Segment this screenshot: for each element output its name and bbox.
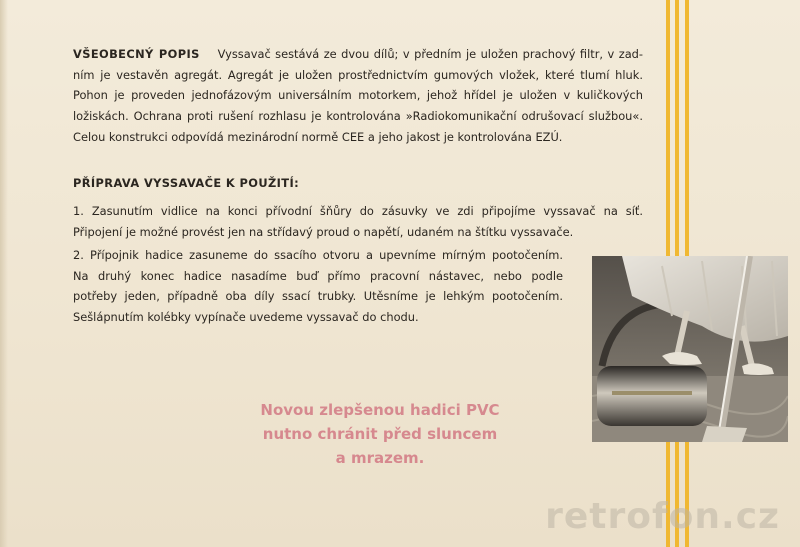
description-line: ložiskách. Ochrana proti rušení rozhlasu je kontrolována »Radiokomunikační odrušovací službou«. [73, 109, 643, 124]
general-description [73, 44, 643, 148]
site-watermark: retrofon.cz [545, 496, 780, 537]
description-line: Celou konstrukci odpovídá mezinárodní normě CEE a jeho jakost je kontrolována EZÚ. [73, 129, 563, 144]
stamp-line: a mrazem. [335, 449, 425, 467]
instruction-line: Připojení je možné provést jen na střídavý proud o napětí, udaném na štítku vyssavače. [73, 224, 574, 239]
description-line: Pohon je proveden jednofázovým universálním motorkem, jehož hřídel je uložen v kuličkových [73, 88, 643, 103]
instruction-step-2 [73, 245, 563, 328]
instruction-line: potřeby jeden, případně oba díly ssací trubky. Utěsníme je lehkým pootočením. [73, 289, 563, 304]
page-fold-shadow [0, 0, 8, 547]
description-line-text: Vyssavač sestává ze dvou dílů; v předním je uložen prachový filtr, v zad- [217, 47, 644, 61]
instruction-line: 1. Zasunutím vidlice na konci přívodní šňůry do zásuvky ve zdi připojíme vyssavač na síť. [73, 204, 643, 218]
section-heading-general: VŠEOBECNÝ POPIS [73, 47, 200, 61]
instruction-step-1 [73, 201, 643, 242]
instruction-line: Sešlápnutím kolébky vypínače uvedeme vyssavač do chodu. [73, 310, 419, 325]
description-line: ním je vestavěn agregát. Agregát je uložen prostřednictvím gumových vložek, které tlumí hluk. [73, 67, 643, 82]
pvc-hose-stamp [215, 398, 545, 470]
stamp-line: nutno chránit před sluncem [262, 425, 498, 443]
instruction-line: 2. Přípojnik hadice zasuneme do ssacího otvoru a upevníme mírným pootočením. [73, 248, 563, 262]
stamp-line: Novou zlepšenou hadici PVC [260, 401, 500, 419]
section-heading-preparation: PŘÍPRAVA VYSSAVAČE K POUŽITÍ: [73, 176, 300, 190]
instruction-line: Na druhý konec hadice nasadíme buď přímo pracovní nástavec, nebo podle [73, 268, 563, 283]
vacuum-cleaner-photo [592, 256, 788, 442]
description-line [73, 44, 643, 65]
